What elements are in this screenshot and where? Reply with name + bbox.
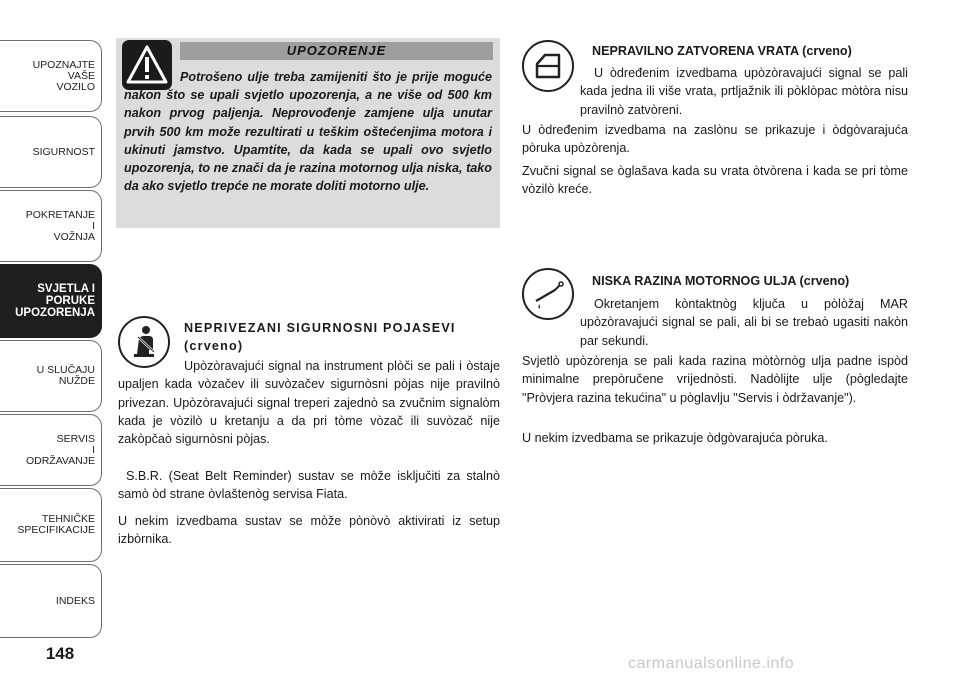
tab-svjetla-i-poruke-upozorenja[interactable] (0, 264, 102, 338)
oil-paragraph-2: Svjetlò upòzòrenja se pali kada razina mòtòrnòg ulja padne ispòd minimalne prepòručene vrijednòsti. Nadòlijte ulje (pògledajte "Pròvjera razina tekućina" u pòglavlju "Servis i òdržavanje"). (522, 354, 908, 405)
tab-upoznajte-vase-vozilo[interactable] (0, 40, 102, 112)
tab-pokretanje-i-voznja[interactable] (0, 190, 102, 262)
car-door-icon (522, 40, 574, 92)
oil-title: NISKA RAZINA MOTORNOG ULJA (crveno) (592, 274, 850, 288)
warning-header: UPOZORENJE (180, 42, 493, 60)
tab-sigurnost[interactable] (0, 116, 102, 188)
oil-can-icon (522, 268, 574, 320)
oil-paragraph-3: U nekim izvedbama se prikazuje òdgòvarajuća pòruka. (522, 431, 828, 445)
tab-servis-i-odrzavanje[interactable] (0, 414, 102, 486)
seatbelt-paragraph-1: Upòzòravajući signal na instrument plòči se pali i òstaje upaljen kada vòzačev ili suvòzačev sigurnòsni pòjas nije pravilnò privezan. Upòzòravajući signal treperi zajednò sa zvučnim signalòm kada je vòzilò u kretanju a da pri tòme vòzač ili suvòzač nije zakòpčaò sigurnòsni pòjas. (118, 359, 500, 447)
seatbelt-title: NEPRIVEZANI SIGURNOSNI POJASEVI (crveno) (184, 321, 456, 353)
seatbelt-paragraph-3: U nekim izvedbama sustav se mòže pònòvò aktivirati iz setup izbòrnika. (118, 514, 500, 547)
tab-label: INDEKS (55, 594, 95, 607)
tab-label: U SLUČAJU NUŽDE (36, 364, 95, 387)
tab-u-slucaju-nuzde[interactable] (0, 340, 102, 412)
door-paragraph-2: U òdređenim izvedbama na zaslònu se prikazuje i òdgòvarajuća pòruka upòzòrenja. (522, 123, 908, 156)
tab-label: SERVIS I ODRŽAVANJE (25, 432, 95, 467)
watermark: carmanualsonline.info (628, 655, 795, 672)
tab-label: SVJETLA I PORUKE UPOZORENJA (15, 283, 95, 319)
tab-label: POKRETANJE I VOŽNJA (25, 208, 95, 243)
tab-indeks[interactable] (0, 564, 102, 638)
door-title: NEPRAVILNO ZATVORENA VRATA (crveno) (592, 44, 852, 58)
warning-body: Potrošeno ulje treba zamijeniti što je prije moguće nakon što se upali svjetlo upozorenja, a ne više od 500 km nakon prvog paljenja. Neprovođenje zamjene ulja unutar prvih 500 km može rezultirati u teškim oštećenjima motora i ukinuti jamstvo. Upamtite, da kada se upali ovo svjetlo upozorenja, to ne znači da je razina motornog ulja niska, tako da ako svjetlo trepće ne morate doliti motorno ulje. (124, 70, 492, 194)
tab-tehnicke-specifikacije[interactable] (0, 488, 102, 562)
oil-paragraph-1: Okretanjem kòntaktnòg ključa u pòlòžaj MAR upòzòravajući signal se pali, ali bi se trebaò ugasiti nakòn par sekundi. (580, 297, 908, 348)
warning-text (124, 68, 492, 195)
tab-label: SIGURNOST (32, 145, 95, 158)
seatbelt-paragraph-2: S.B.R. (Seat Belt Reminder) sustav se mòže isključiti za stalnò samò òd strane òvlaštenòg servisa Fiata. (118, 469, 500, 502)
page-number: 148 (45, 644, 75, 663)
tab-label: UPOZNAJTE VAŠE VOZILO (32, 58, 95, 93)
door-paragraph-1: U òdređenim izvedbama upòzòravajući signal se pali kada jedna ili više vrata, prtljažnik ili pòklòpac mòtòra nisu pravilnò zatvòreni. (580, 66, 908, 117)
tab-label: TEHNIČKE SPECIFIKACIJE (17, 513, 95, 536)
door-paragraph-3: Zvučni signal se òglašava kada su vrata òtvòrena i kada se pri tòme vòzilò kreće. (522, 164, 908, 197)
